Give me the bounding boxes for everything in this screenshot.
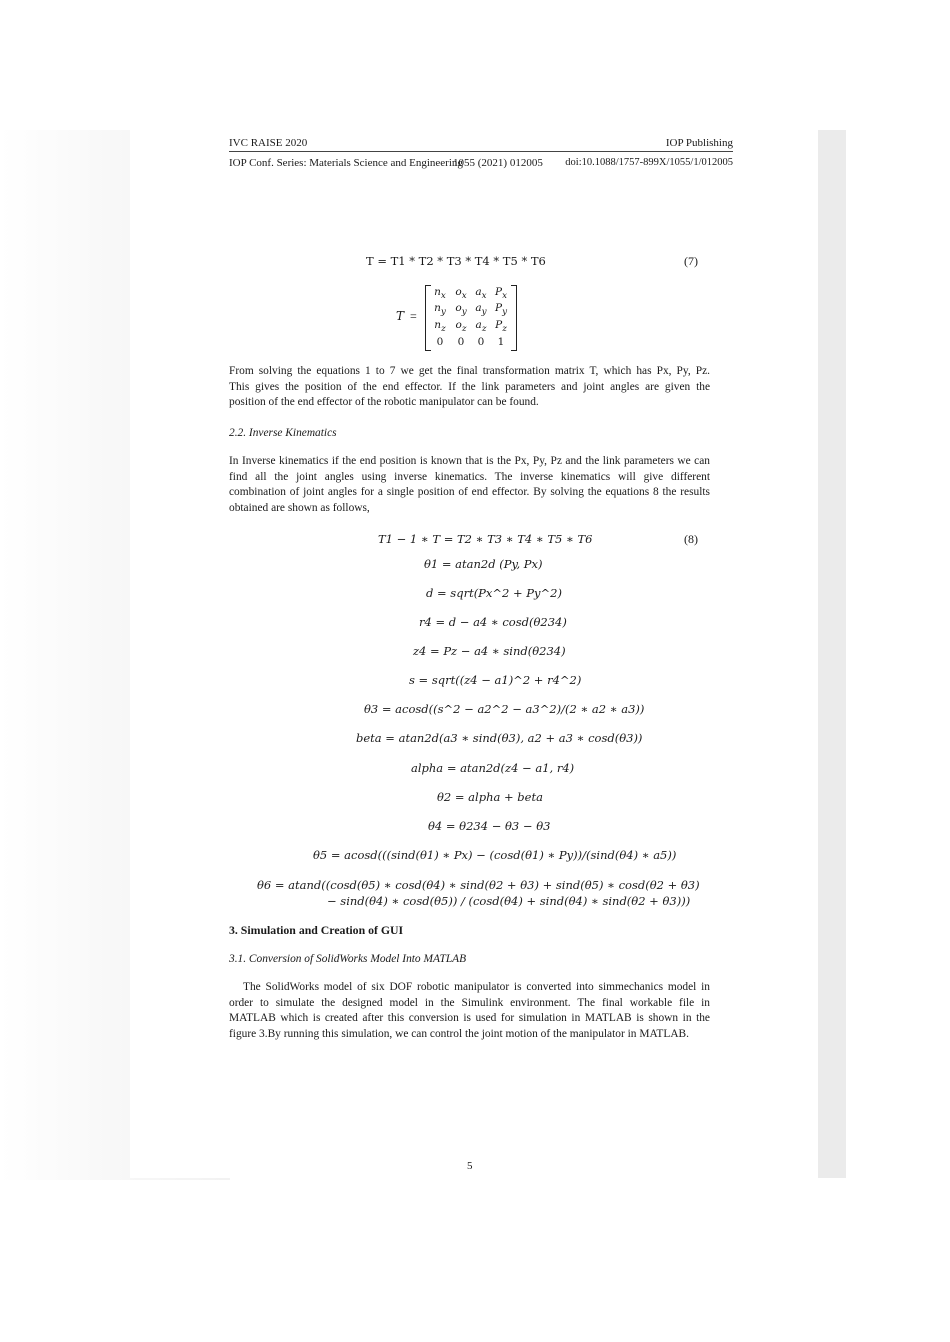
matrix-cell: $o_y$ [455, 302, 467, 318]
matrix-cell: $P_z$ [495, 319, 507, 335]
paragraph-solidworks-conversion: The SolidWorks model of six DOF robotic manipulator is converted into simmechanics model in order to simulate the designed model in the Simulink environment. The final workable file in MATLAB which is created after this conversion is used for simulation in MATLAB is shown in the figure 3.By running this simulation, we can control the joint motion of the manipulator in MATLAB. [229, 981, 710, 1040]
matrix-cell: $n_x$ [434, 286, 446, 302]
equation-theta3: θ3 = acosd((s^2 − a2^2 − a3^2)/(2 ∗ a2 ∗ a3)) [364, 702, 645, 716]
equation-beta: beta = atan2d(a3 ∗ sind(θ3), a2 + a3 ∗ cosd(θ3)) [356, 731, 643, 745]
equation-theta6-line1: θ6 = atand((cosd(θ5) ∗ cosd(θ4) ∗ sind(θ2 + θ3) + sind(θ5) ∗ cosd(θ2 + θ3) [257, 878, 700, 892]
matrix-cell: 0 [477, 336, 485, 348]
page-edge-bar [818, 130, 846, 1178]
equation-theta5: θ5 = acosd(((sind(θ1) ∗ Px) − (cosd(θ1) ∗ Py))/(sind(θ4) ∗ a5)) [313, 848, 677, 862]
equation-7-number: (7) [684, 254, 698, 268]
equation-theta6-line2: − sind(θ4) ∗ cosd(θ5)) / (cosd(θ4) + sind(θ4) ∗ sind(θ2 + θ3))) [327, 894, 691, 908]
matrix-cell: $o_z$ [455, 319, 467, 335]
volume-info: 1055 (2021) 012005 [453, 157, 543, 169]
equation-d: d = sqrt(Px^2 + Py^2) [426, 586, 562, 600]
equation-8: T1 − 1 ∗ T = T2 ∗ T3 ∗ T4 ∗ T5 ∗ T6 [378, 532, 593, 546]
header-rule [229, 151, 733, 152]
doi: doi:10.1088/1757-899X/1055/1/012005 [565, 157, 733, 168]
matrix-cell: $a_y$ [475, 302, 487, 318]
equation-8-number: (8) [684, 532, 698, 546]
matrix-cell: 1 [497, 336, 505, 348]
matrix-cell: $a_z$ [475, 319, 487, 335]
equation-theta2: θ2 = alpha + beta [437, 790, 543, 804]
subheading-3-1: 3.1. Conversion of SolidWorks Model Into MATLAB [229, 953, 467, 965]
journal-series: IOP Conf. Series: Materials Science and Engineering [229, 157, 463, 169]
equation-theta1: θ1 = atan2d (Py, Px) [424, 557, 543, 571]
equation-r4: r4 = d − a4 ∗ cosd(θ234) [419, 615, 567, 629]
equation-theta4: θ4 = θ234 − θ3 − θ3 [428, 819, 551, 833]
section-heading-3: 3. Simulation and Creation of GUI [229, 923, 404, 937]
equation-alpha: alpha = atan2d(z4 − a1, r4) [411, 761, 575, 775]
equation-7: T = T1 * T2 * T3 * T4 * T5 * T6 [366, 254, 546, 268]
matrix-cell: $n_z$ [434, 319, 446, 335]
matrix-cell: $o_x$ [455, 286, 467, 302]
publisher-name: IOP Publishing [665, 137, 733, 149]
paragraph-inverse-kinematics: In Inverse kinematics if the end position is known that is the Px, Py, Pz and the link parameters we can find all the joint angles using inverse kinematics. The inverse kinematics will give different combination of joint angles for a single position of end effector. By solving the equations 8 the results obtained are shown as follows, [229, 455, 710, 514]
matrix-equals: = [410, 309, 417, 323]
page-number: 5 [467, 1160, 473, 1172]
matrix-label: T [396, 309, 405, 323]
matrix-cell: $a_x$ [475, 286, 487, 302]
matrix-cell: $n_y$ [434, 302, 446, 318]
matrix-cell: 0 [457, 336, 465, 348]
matrix-cell: $P_x$ [494, 286, 507, 302]
transformation-matrix [396, 285, 526, 351]
matrix-right-bracket [511, 285, 517, 351]
matrix-cell: 0 [436, 336, 444, 348]
equation-z4: z4 = Pz − a4 ∗ sind(θ234) [413, 644, 566, 658]
conference-name: IVC RAISE 2020 [229, 137, 308, 149]
paragraph-forward-kinematics: From solving the equations 1 to 7 we get the final transformation matrix T, which has Px, Py, Pz. This gives the position of the end effector. If the link parameters and joint angles are given the position of the end effector of the robotic manipulator can be found. [229, 365, 710, 409]
equation-s: s = sqrt((z4 − a1)^2 + r4^2) [409, 673, 582, 687]
matrix-cell: $P_y$ [494, 302, 508, 318]
subheading-inverse-kinematics: 2.2. Inverse Kinematics [229, 427, 337, 439]
